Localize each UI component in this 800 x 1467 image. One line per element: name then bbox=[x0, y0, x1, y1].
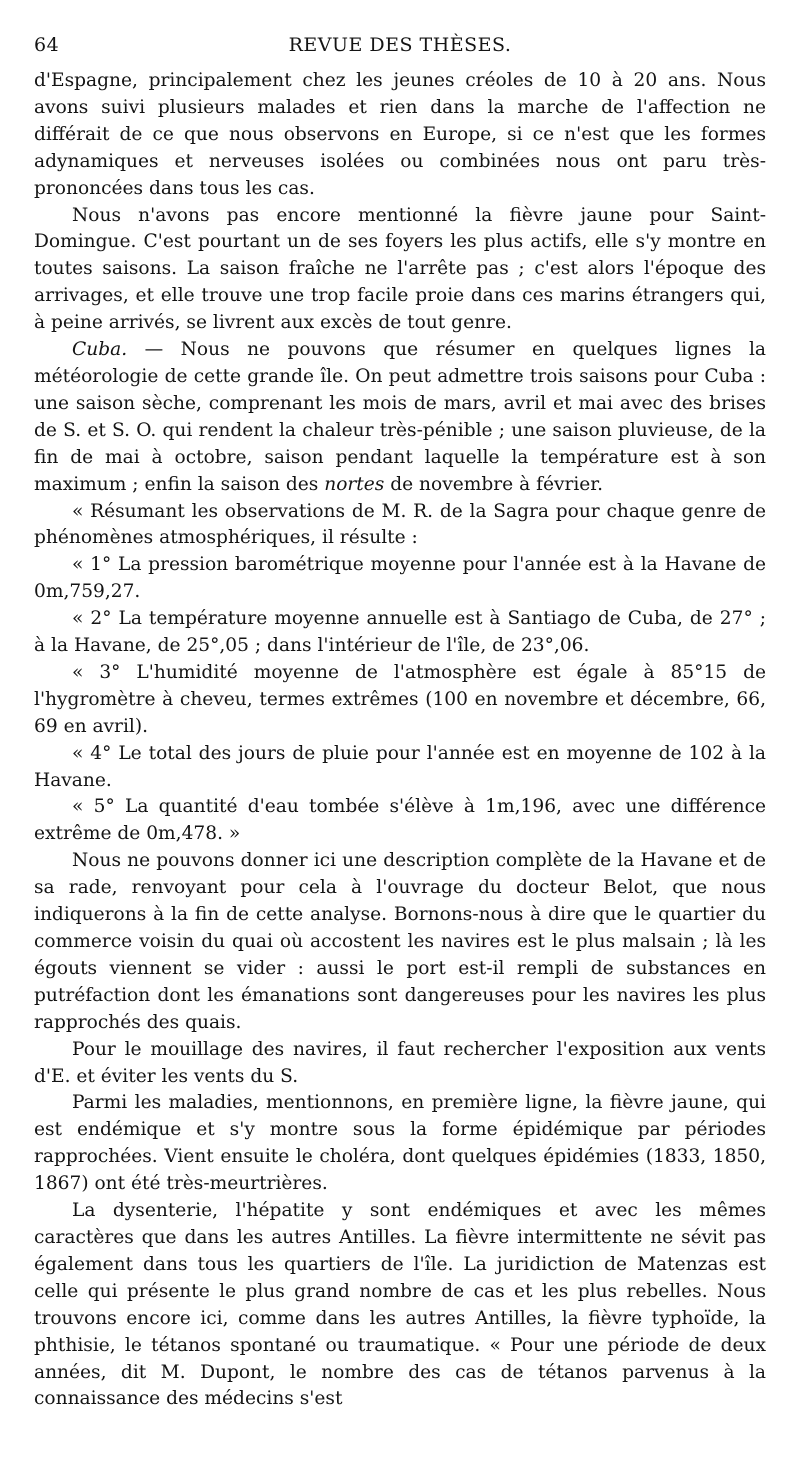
paragraph-observations: « Résumant les observations de M. R. de la Sagra pour chaque genre de phénomènes atmosphériques, il résulte : bbox=[34, 500, 766, 549]
paragraph-havane-rade: Nous ne pouvons donner ici une description complète de la Havane et de sa rade, renvoyant pour cela à l'ouvrage du docteur Belot, que nous indiquerons à la fin de cette analyse. Bornons-nous à dire que le quartier du commerce voisin du quai où accostent les navires est le plus malsain ; là les égouts viennent se vider : aussi le port est-il rempli de substances en putréfaction dont les émanations sont dangereuses pour les navires les plus rapprochés des quais. bbox=[34, 850, 766, 1033]
cuba-tail: de novembre à février. bbox=[384, 473, 604, 495]
document-page bbox=[34, 30, 766, 1413]
paragraph-saint-domingue: Nous n'avons pas encore mentionné la fièvre jaune pour Saint-Domingue. C'est pourtant un de ses foyers les plus actifs, elle s'y montre en toutes saisons. La saison fraîche ne l'arrête pas ; c'est alors l'époque des arrivages, et elle trouve une trop facile proie dans ces marins étrangers qui, à peine arrivés, se livrent aux excès de tout genre. bbox=[34, 204, 766, 334]
cuba-text: — Nous ne pouvons que résumer en quelques lignes la météorologie de cette grande île. On peut admettre trois saisons pour Cuba : une saison sèche, comprenant les mois de mars, avril et mai avec des brises de S. et S. O. qui rendent la chaleur très-pénible ; une saison pluvieuse, de la fin de mai à octobre, saison pendant laquelle la température est à son maximum ; enfin la saison des bbox=[34, 339, 766, 495]
paragraph-pressure: « 1° La pression barométrique moyenne pour l'année est à la Havane de 0m,759,27. bbox=[34, 554, 766, 603]
paragraph-rainfall: « 5° La quantité d'eau tombée s'élève à 1m,196, avec une différence extrême de 0m,478. » bbox=[34, 796, 766, 845]
page-header bbox=[34, 30, 766, 60]
page-number: 64 bbox=[34, 34, 60, 56]
running-title: REVUE DES THÈSES. bbox=[288, 34, 512, 56]
body-text bbox=[34, 68, 766, 1413]
paragraph-continuation: d'Espagne, principalement chez les jeunes créoles de 10 à 20 ans. Nous avons suivi plusieurs malades et rien dans la marche de l'affection ne différait de ce que nous observons en Europe, si ce n'est que les formes adynamiques et nerveuses isolées ou combinées nous ont paru très-prononcées dans tous les cas. bbox=[34, 70, 766, 199]
paragraph-mouillage: Pour le mouillage des navires, il faut rechercher l'exposition aux vents d'E. et éviter les vents du S. bbox=[34, 1038, 766, 1087]
paragraph-maladies: Parmi les maladies, mentionnons, en première ligne, la fièvre jaune, qui est endémique et s'y montre sous la forme épidémique par périodes rapprochées. Vient ensuite le choléra, dont quelques épidémies (1833, 1850, 1867) ont été très-meurtrières. bbox=[34, 1092, 766, 1195]
cuba-lead: Cuba. bbox=[72, 339, 128, 361]
paragraph-temperature: « 2° La température moyenne annuelle est à Santiago de Cuba, de 27° ; à la Havane, de 25°,05 ; dans l'intérieur de l'île, de 23°,06. bbox=[34, 608, 766, 657]
paragraph-dysenterie: La dysenterie, l'hépatite y sont endémiques et avec les mêmes caractères que dans les autres Antilles. La fièvre intermittente ne sévit pas également dans tous les quartiers de l'île. La juridiction de Matenzas est celle qui présente le plus grand nombre de cas et les plus rebelles. Nous trouvons encore ici, comme dans les autres Antilles, la fièvre typhoïde, la phthisie, le tétanos spontané ou traumatique. « Pour une période de deux années, dit M. Dupont, le nombre des cas de tétanos parvenus à la connaissance des médecins s'est bbox=[34, 1200, 766, 1410]
paragraph-rain-days: « 4° Le total des jours de pluie pour l'année est en moyenne de 102 à la Havane. bbox=[34, 742, 766, 791]
paragraph-cuba bbox=[34, 337, 766, 498]
paragraph-humidity: « 3° L'humidité moyenne de l'atmosphère est égale à 85°15 de l'hygromètre à cheveu, termes extrêmes (100 en novembre et décembre, 66, 69 en avril). bbox=[34, 661, 766, 737]
nortes-term: nortes bbox=[324, 473, 385, 495]
